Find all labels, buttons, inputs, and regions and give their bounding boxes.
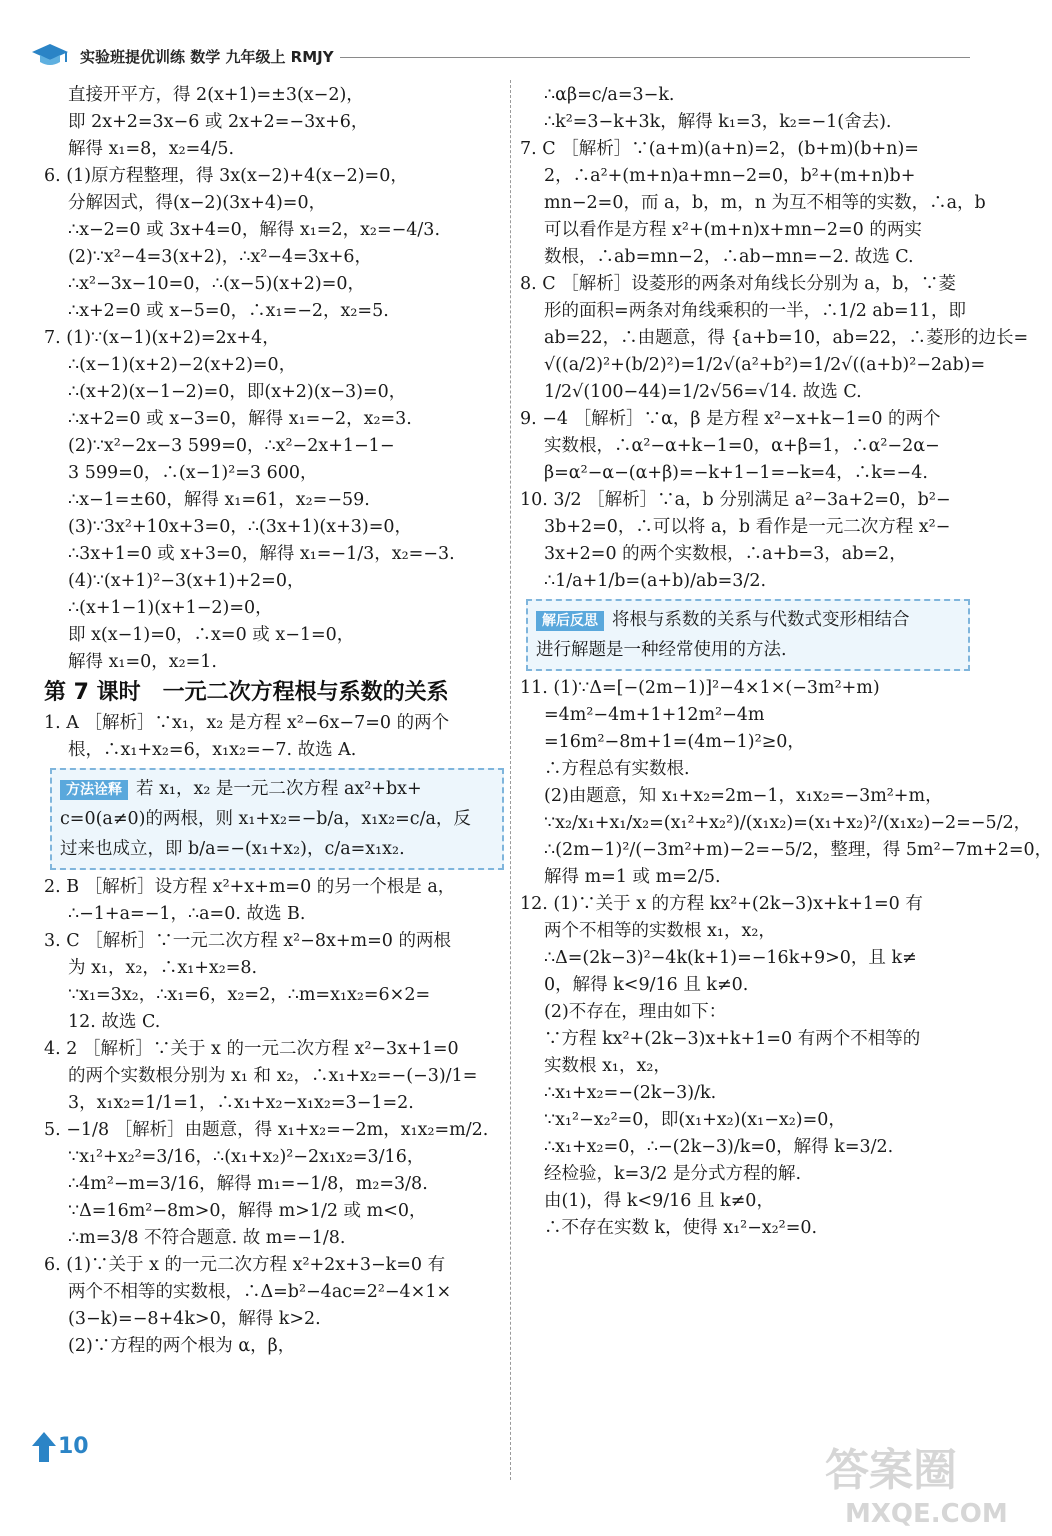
text-line: 分解因式，得(x−2)(3x+4)=0， [68,193,327,213]
text-line: 两个不相等的实数根 x₁，x₂， [544,921,776,941]
page-number [30,1428,90,1468]
reflection-box [526,599,970,671]
watermark-logo [815,1430,1025,1530]
text-line: =4m²−4m+1+12m²−4m [544,705,765,725]
section-title: 第 7 课时 一元二次方程根与系数的关系 [44,680,449,705]
text-line: 3. C ［解析］∵一元二次方程 x²−8x+m=0 的两根 [44,931,451,951]
text-line: 2，∴a²+(m+n)a+mn−2=0，b²+(m+n)b+ [544,166,916,186]
text-line: 由(1)，得 k<9/16 且 k≠0， [544,1191,774,1211]
text-line: √((a/2)²+(b/2)²)=1/2√(a²+b²)=1/2√((a+b)²−2ab)= [544,355,986,375]
text-line: (4)∵(x+1)²−3(x+1)+2=0， [68,571,305,591]
text-line: 4. 2 ［解析］∵关于 x 的一元二次方程 x²−3x+1=0 [44,1039,459,1059]
text-line: ∴4m²−m=3/16，解得 m₁=−1/8，m₂=3/8. [68,1174,428,1194]
page-number-text: 10 [58,1434,89,1459]
text-line: ∴不存在实数 k，使得 x₁²−x₂²=0. [544,1218,818,1238]
text-line: ∴x−2=0 或 3x+4=0，解得 x₁=2，x₂=−4/3. [68,220,441,240]
text-line: ∴x²−3x−10=0，∴(x−5)(x+2)=0， [68,274,365,294]
text-line: (2)由题意，知 x₁+x₂=2m−1，x₁x₂=−3m²+m， [544,786,943,806]
box-text: 过来也成立，即 b/a=−(x₁+x₂)，c/a=x₁x₂. [60,839,405,859]
text-line: 10. 3/2 ［解析］∵a，b 分别满足 a²−3a+2=0，b²− [520,490,951,510]
text-line: 数根，∴ab=mn−2，∴ab−mn=−2. 故选 C. [544,247,914,267]
text-line: ∵x₁=3x₂，∴x₁=6，x₂=2，∴m=x₁x₂=6×2= [68,985,431,1005]
text-line: mn−2=0，而 a，b，m，n 为互不相等的实数，∴a，b [544,193,986,213]
page-header [30,40,970,70]
text-line: ∵x₂/x₁+x₁/x₂=(x₁²+x₂²)/(x₁x₂)=(x₁+x₂)²/(x₁x₂)−2=−5/2， [544,813,1032,833]
arrow-up-icon [30,1430,58,1464]
text-line: ∴x−1=±60，解得 x₁=61，x₂=−59. [68,490,370,510]
text-line: 1. A ［解析］∵x₁，x₂ 是方程 x²−6x−7=0 的两个 [44,713,450,733]
text-line: ∵x₁²+x₂²=3/16，∴(x₁+x₂)²−2x₁x₂=3/16， [68,1147,425,1167]
text-line: (2)∵x²−4=3(x+2)，∴x²−4=3x+6， [68,247,373,267]
header-title: 实验班提优训练 数学 九年级上 RMJY [80,48,334,66]
header-rule [340,57,970,58]
text-line: 6. (1)∵关于 x 的一元二次方程 x²+2x+3−k=0 有 [44,1255,446,1275]
text-line: ∴x+2=0 或 x−5=0，∴x₁=−2，x₂=5. [68,301,389,321]
text-line: ∴方程总有实数根. [544,759,690,779]
left-column [44,82,504,1360]
text-line: 直接开平方，得 2(x+1)=±3(x−2)， [68,85,364,105]
text-line: 5. −1/8 ［解析］由题意，得 x₁+x₂=−2m，x₁x₂=m/2. [44,1120,489,1140]
text-line: 0，解得 k<9/16 且 k≠0. [544,975,749,995]
text-line: ∴Δ=(2k−3)²−4k(k+1)=−16k+9>0，且 k≠ [544,948,917,968]
text-line: 3b+2=0，∴可以将 a，b 看作是一元二次方程 x²− [544,517,951,537]
text-line: 可以看作是方程 x²+(m+n)x+mn−2=0 的两实 [544,220,922,240]
box-text: 若 x₁，x₂ 是一元二次方程 ax²+bx+ [136,779,422,799]
text-line: 即 x(x−1)=0，∴x=0 或 x−1=0， [68,625,355,645]
text-line: (3−k)=−8+4k>0，解得 k>2. [68,1309,321,1329]
text-line: 7. C ［解析］∵(a+m)(a+n)=2，(b+m)(b+n)= [520,139,919,159]
text-line: 7. (1)∵(x−1)(x+2)=2x+4， [44,328,280,348]
box-text: 进行解题是一种经常使用的方法. [536,640,787,660]
text-line: 6. (1)原方程整理，得 3x(x−2)+4(x−2)=0， [44,166,408,186]
text-line: 两个不相等的实数根，∴Δ=b²−4ac=2²−4×1× [68,1282,452,1302]
text-line: 8. C ［解析］设菱形的两条对角线长分别为 a，b，∵菱 [520,274,956,294]
box-text: 将根与系数的关系与代数式变形相结合 [612,610,910,630]
text-line: 解得 x₁=8，x₂=4/5. [68,139,235,159]
text-line: ∵x₁²−x₂²=0，即(x₁+x₂)(x₁−x₂)=0， [544,1110,846,1130]
text-line: ∴(x+1−1)(x+1−2)=0， [68,598,273,618]
box-label: 方法诠释 [60,780,128,800]
text-line: ∴−1+a=−1，∴a=0. 故选 B. [68,904,306,924]
text-line: 根，∴x₁+x₂=6，x₁x₂=−7. 故选 A. [68,740,357,760]
text-line: ∴3x+1=0 或 x+3=0，解得 x₁=−1/3，x₂=−3. [68,544,455,564]
text-line: 12. (1)∵关于 x 的方程 kx²+(2k−3)x+k+1=0 有 [520,894,923,914]
text-line: 实数根 x₁，x₂， [544,1056,671,1076]
text-line: 的两个实数根分别为 x₁ 和 x₂，∴x₁+x₂=−(−3)/1= [68,1066,478,1086]
text-line: ∴(2m−1)²/(−3m²+m)−2=−5/2，整理，得 5m²−7m+2=0， [544,840,1052,860]
text-line: ∴x+2=0 或 x−3=0，解得 x₁=−2，x₂=3. [68,409,412,429]
method-explanation-box [50,768,504,870]
right-column [520,82,1052,1242]
text-line: ∵Δ=16m²−8m>0，解得 m>1/2 或 m<0， [68,1201,427,1221]
text-line: ∴1/a+1/b=(a+b)/ab=3/2. [544,571,767,591]
box-text: c=0(a≠0)的两根，则 x₁+x₂=−b/a，x₁x₂=c/a，反 [60,809,471,829]
text-line: β=α²−α−(α+β)=−k+1−1=−k=4，∴k=−4. [544,463,928,483]
text-line: 3，x₁x₂=1/1=1，∴x₁+x₂−x₁x₂=3−1=2. [68,1093,414,1113]
text-line: ∴x₁+x₂=0，∴−(2k−3)/k=0，解得 k=3/2. [544,1137,894,1157]
text-line: 为 x₁，x₂，∴x₁+x₂=8. [68,958,258,978]
text-line: 1/2√(100−44)=1/2√56=√14. 故选 C. [544,382,862,402]
text-line: 解得 m=1 或 m=2/5. [544,867,721,887]
text-line: 形的面积=两条对角线乘积的一半，∴1/2 ab=11，即 [544,301,966,321]
text-line: ∵方程 kx²+(2k−3)x+k+1=0 有两个不相等的 [544,1029,921,1049]
watermark-text: 答案圈 [825,1445,957,1496]
text-line: ∴k²=3−k+3k，解得 k₁=3，k₂=−1(舍去). [544,112,892,132]
text-line: 11. (1)∵Δ=[−(2m−1)]²−4×1×(−3m²+m) [520,678,880,698]
column-divider [510,80,511,1480]
text-line: ∴(x−1)(x+2)−2(x+2)=0， [68,355,297,375]
text-line: 2. B ［解析］设方程 x²+x+m=0 的另一个根是 a， [44,877,456,897]
text-line: 9. −4 ［解析］∵α，β 是方程 x²−x+k−1=0 的两个 [520,409,941,429]
text-line: 3 599=0，∴(x−1)²=3 600， [68,463,318,483]
text-line: 即 2x+2=3x−6 或 2x+2=−3x+6， [68,112,369,132]
text-line: ∴αβ=c/a=3−k. [544,85,675,105]
text-line: (3)∵3x²+10x+3=0，∴(3x+1)(x+3)=0， [68,517,413,537]
text-line: 经检验，k=3/2 是分式方程的解. [544,1164,802,1184]
text-line: (2)∵方程的两个根为 α，β， [68,1336,296,1356]
text-line: ab=22，∴由题意，得 {a+b=10，ab=22，∴菱形的边长= [544,328,1029,348]
text-line: 12. 故选 C. [68,1012,161,1032]
graduation-cap-icon [30,42,70,68]
text-line: ∴x₁+x₂=−(2k−3)/k. [544,1083,717,1103]
text-line: 3x+2=0 的两个实数根，∴a+b=3，ab=2， [544,544,907,564]
text-line: (2)∵x²−2x−3 599=0，∴x²−2x+1−1− [68,436,395,456]
text-line: (2)不存在，理由如下： [544,1002,727,1022]
text-line: ∴(x+2)(x−1−2)=0，即(x+2)(x−3)=0， [68,382,407,402]
text-line: ∴m=3/8 不符合题意. 故 m=−1/8. [68,1228,346,1248]
text-line: 解得 x₁=0，x₂=1. [68,652,217,672]
watermark-url: MXQE.COM [845,1499,1008,1529]
text-line: =16m²−8m+1=(4m−1)²≥0， [544,732,805,752]
box-label: 解后反思 [536,611,604,631]
text-line: 实数根，∴α²−α+k−1=0，α+β=1，∴α²−2α− [544,436,940,456]
